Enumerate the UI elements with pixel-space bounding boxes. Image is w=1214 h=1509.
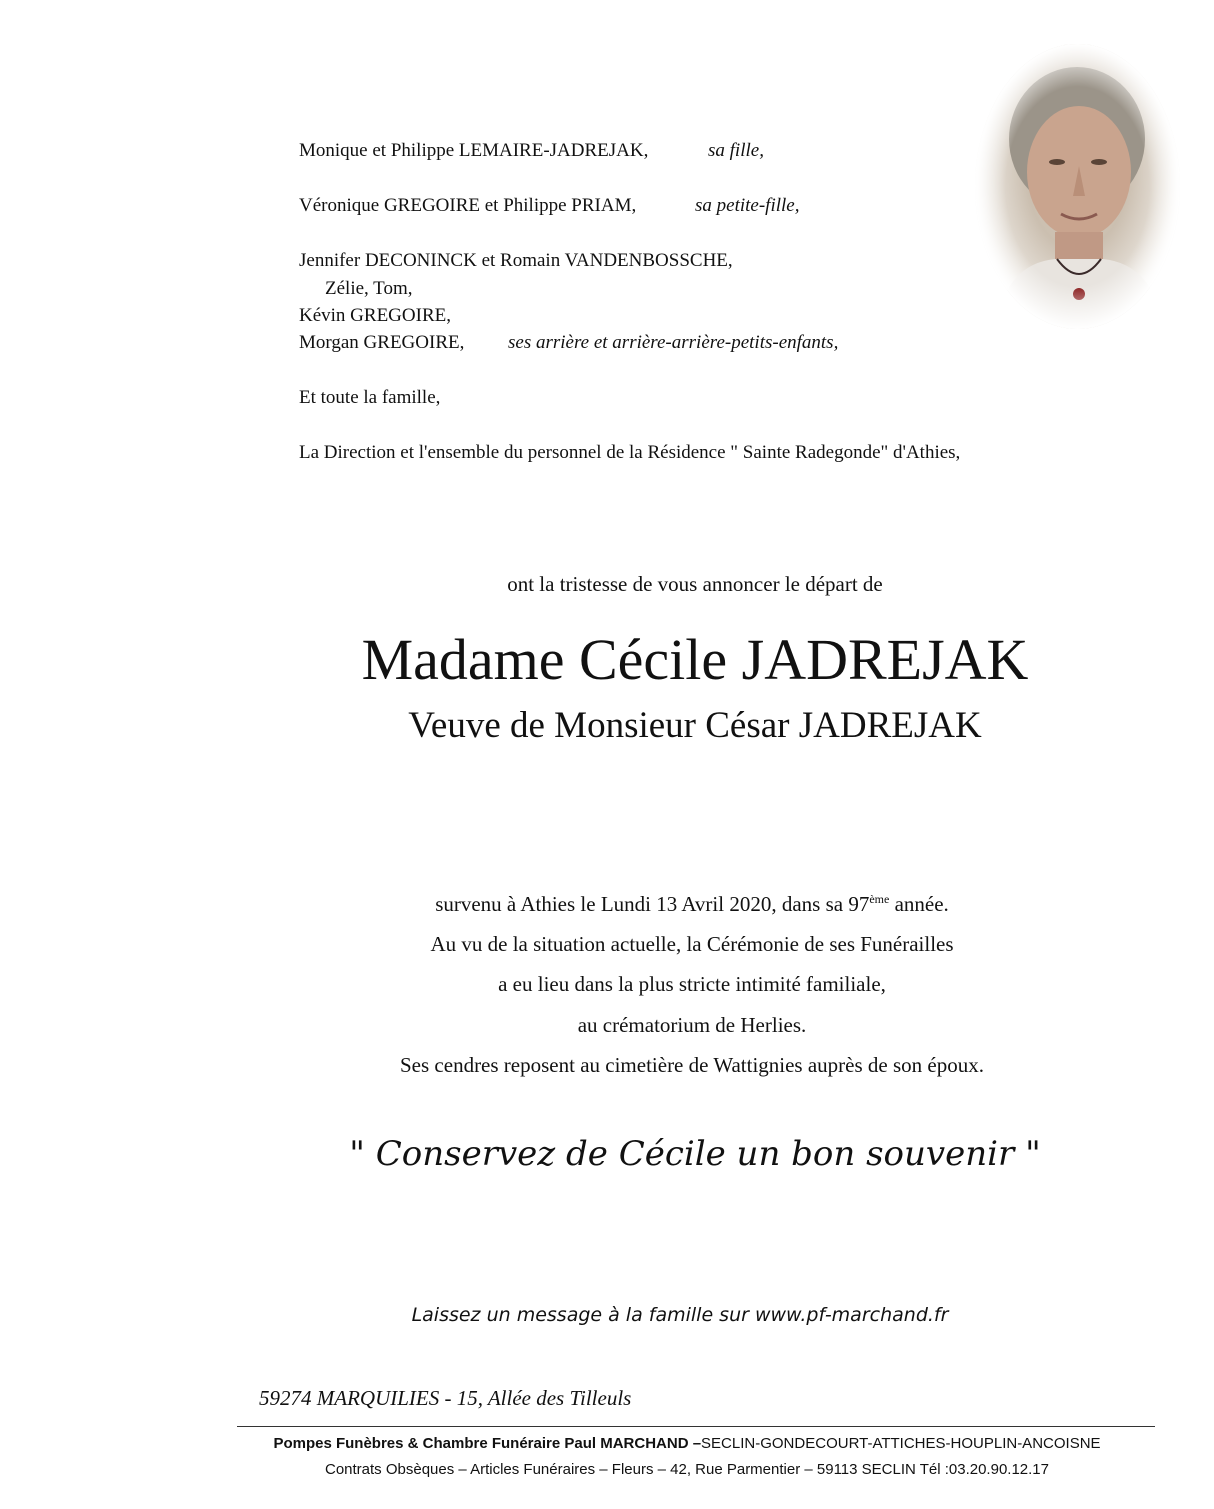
family-name-1: Monique et Philippe LEMAIRE-JADREJAK, [299, 140, 649, 161]
footer-towns: SECLIN-GONDECOURT-ATTICHES-HOUPLIN-ANCOISNE [701, 1435, 1101, 1452]
portrait-illustration [975, 44, 1180, 329]
footer-line-1 [0, 1435, 1214, 1452]
address: 59274 MARQUILIES - 15, Allée des Tilleuls [259, 1386, 632, 1410]
footer-line-2: Contrats Obsèques – Articles Funéraires – Fleurs – 42, Rue Parmentier – 59113 SECLIN Tél :03.20.90.12.17 [324, 1461, 1049, 1478]
details-line-1-sup: ème [869, 892, 890, 906]
family-line-4: Zélie, Tom, [325, 278, 413, 299]
details-line-1 [0, 892, 1214, 917]
family-line-6: Morgan GREGOIRE, [299, 332, 465, 353]
details-line-3: a eu lieu dans la plus stricte intimité familiale, [498, 972, 886, 996]
footer-divider [237, 1426, 1155, 1427]
details-line-4: au crématorium de Herlies. [577, 1013, 807, 1037]
family-relation-1: sa fille, [708, 140, 764, 161]
details-line-1-text: survenu à Athies le Lundi 13 Avril 2020, dans sa 97 [435, 892, 870, 916]
family-line-7: Et toute la famille, [299, 387, 441, 408]
family-line-2: Véronique GREGOIRE et Philippe PRIAM, [299, 195, 637, 216]
deceased-subtitle: Veuve de Monsieur César JADREJAK [408, 705, 982, 746]
details-line-1-end: année. [889, 892, 949, 916]
family-line-1 [299, 140, 648, 162]
website-message: Laissez un message à la famille sur www.pf-marchand.fr [411, 1304, 949, 1326]
deceased-name: Madame Cécile JADREJAK [361, 627, 1029, 692]
details-line-5: Ses cendres reposent au cimetière de Wattignies auprès de son époux. [400, 1053, 984, 1077]
family-relation-2: sa petite-fille, [695, 195, 800, 216]
portrait-photo [975, 44, 1180, 329]
announcement-intro: ont la tristesse de vous annoncer le départ de [507, 572, 883, 596]
family-relation-6: ses arrière et arrière-arrière-petits-enfants, [508, 332, 839, 353]
memorial-quote: " Conservez de Cécile un bon souvenir " [349, 1134, 1041, 1174]
footer-company: Pompes Funèbres & Chambre Funéraire Paul MARCHAND – [273, 1435, 702, 1452]
family-line-5: Kévin GREGOIRE, [299, 305, 451, 326]
family-line-8: La Direction et l'ensemble du personnel de la Résidence " Sainte Radegonde" d'Athies, [299, 442, 961, 463]
family-line-3: Jennifer DECONINCK et Romain VANDENBOSSCHE, [299, 250, 733, 271]
details-line-2: Au vu de la situation actuelle, la Cérémonie de ses Funérailles [430, 932, 954, 956]
